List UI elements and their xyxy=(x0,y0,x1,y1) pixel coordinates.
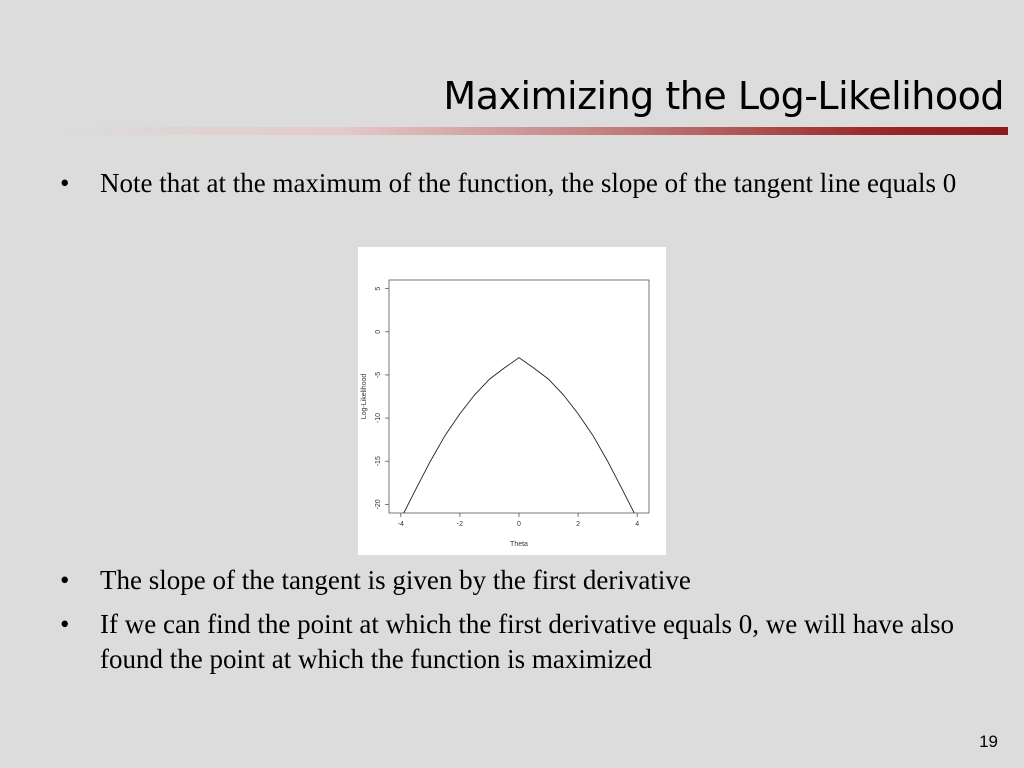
log-likelihood-curve xyxy=(404,358,634,513)
bullet-marker: • xyxy=(60,168,70,198)
y-tick-label: 0 xyxy=(375,329,382,334)
y-tick-label: -5 xyxy=(375,371,382,379)
page-number: 19 xyxy=(979,732,998,751)
y-tick-label: -15 xyxy=(375,456,382,467)
bullet-text: The slope of the tangent is given by the first derivative xyxy=(100,565,691,595)
bullet-item xyxy=(58,607,958,677)
x-tick-label: 4 xyxy=(635,521,640,528)
x-tick-label: 0 xyxy=(517,521,521,528)
x-tick-label: 2 xyxy=(576,521,581,528)
plot-frame xyxy=(389,280,649,513)
bullet-item xyxy=(58,563,958,598)
bullet-item xyxy=(58,166,958,201)
y-tick-label: 5 xyxy=(375,286,382,291)
y-tick-label: -20 xyxy=(375,499,382,510)
bullet-text: Note that at the maximum of the function, the slope of the tangent line equals 0 xyxy=(100,168,957,198)
slide-title: Maximizing the Log-Likelihood xyxy=(443,74,1004,118)
bullet-text: If we can find the point at which the first derivative equals 0, we will have also found the point at which the function is maximized xyxy=(100,609,954,674)
x-axis-label: Theta xyxy=(510,541,528,548)
log-likelihood-plot xyxy=(358,247,666,555)
bullet-list-bottom xyxy=(58,563,958,686)
y-axis-label: Log-Likelihood xyxy=(361,373,368,420)
bullet-marker: • xyxy=(60,609,70,639)
bullet-marker: • xyxy=(60,565,70,595)
plot-svg xyxy=(358,247,666,555)
x-tick-label: -4 xyxy=(397,521,404,528)
bullet-list-top xyxy=(58,166,958,201)
title-underline xyxy=(60,127,1008,135)
x-tick-label: -2 xyxy=(456,521,464,528)
y-tick-label: -10 xyxy=(375,413,382,424)
